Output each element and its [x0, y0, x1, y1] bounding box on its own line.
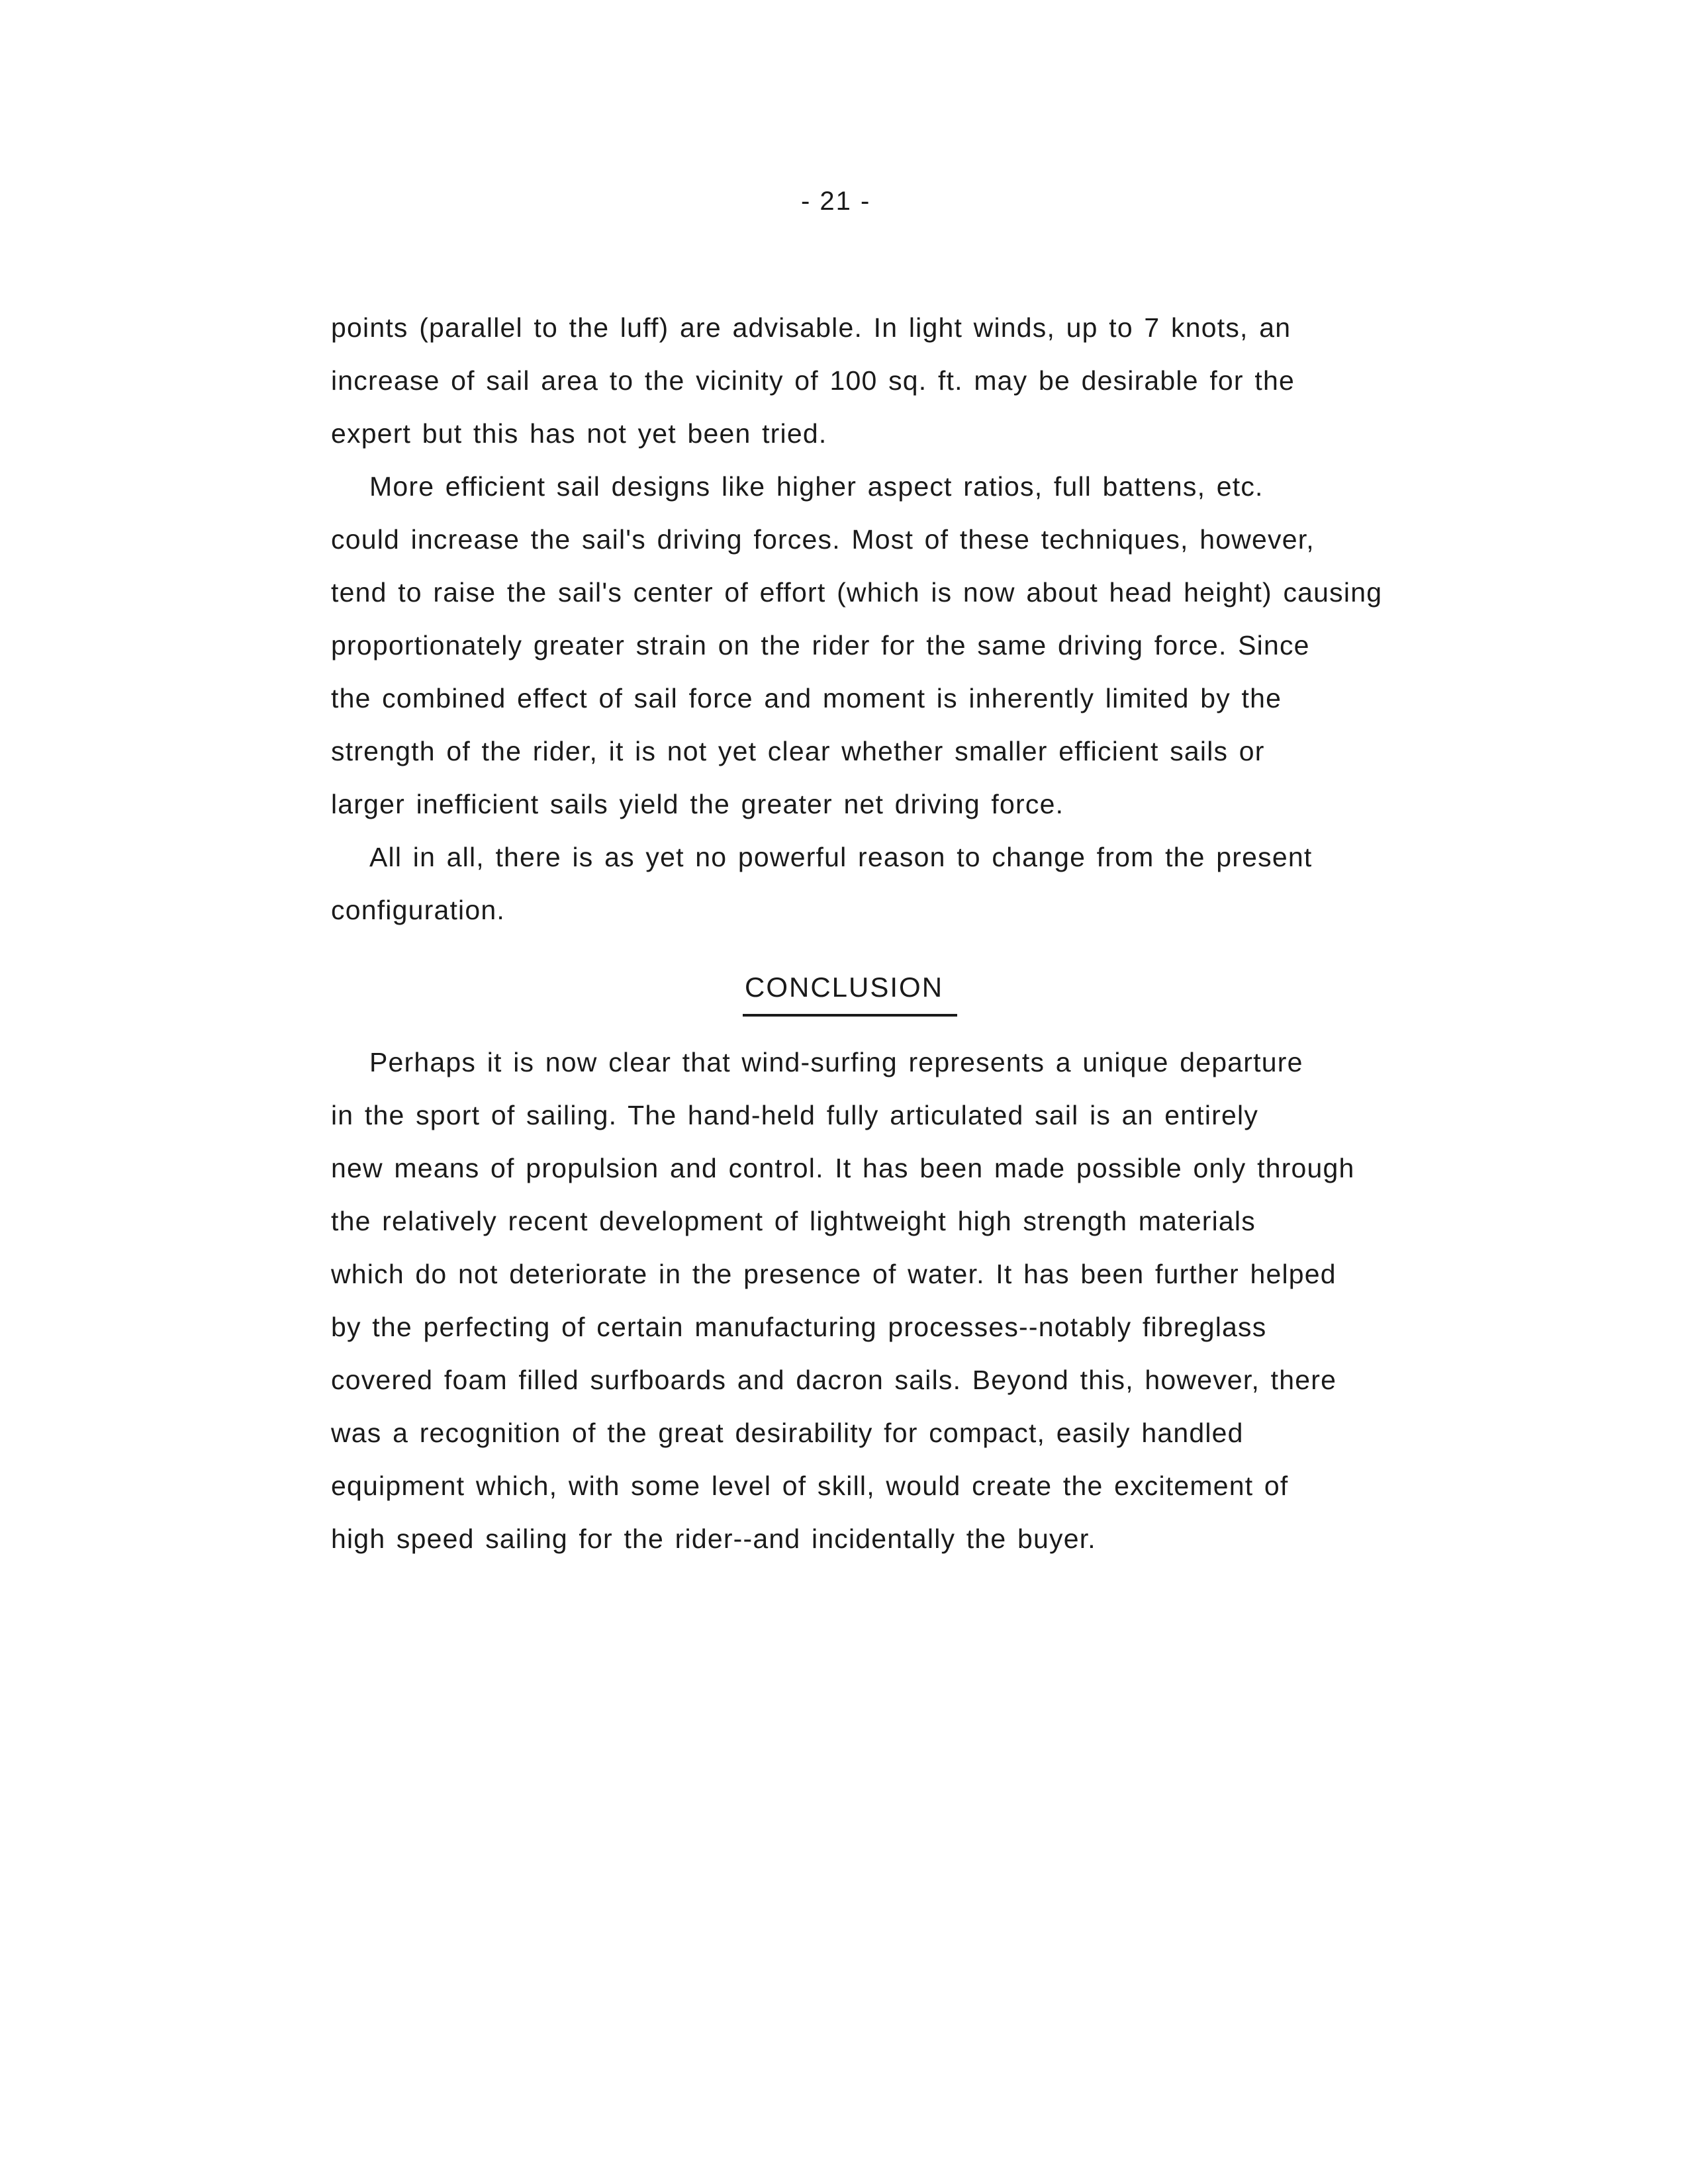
text-line: configuration. [331, 895, 505, 925]
text-line: expert but this has not yet been tried. [331, 418, 827, 449]
text-line: new means of propulsion and control. It has been made possible only through [331, 1153, 1355, 1183]
text-line: proportionately greater strain on the rider for the same driving force. Since [331, 630, 1310, 660]
text-line: strength of the rider, it is not yet clear whether smaller efficient sails or [331, 736, 1265, 766]
text-line: points (parallel to the luff) are advisable. In light winds, up to 7 knots, an [331, 312, 1291, 343]
paragraph-all-in-all [331, 831, 1423, 936]
paragraph-sail-designs [331, 460, 1423, 831]
text-line: larger inefficient sails yield the greater net driving force. [331, 789, 1064, 819]
text-line: Perhaps it is now clear that wind-surfing represents a unique departure [369, 1047, 1303, 1077]
text-line: by the perfecting of certain manufacturing processes--notably fibreglass [331, 1312, 1267, 1342]
text-line: was a recognition of the great desirability for compact, easily handled [331, 1418, 1244, 1448]
text-line: high speed sailing for the rider--and incidentally the buyer. [331, 1524, 1096, 1554]
paragraph-sail-area [331, 301, 1423, 460]
text-line: increase of sail area to the vicinity of 100 sq. ft. may be desirable for the [331, 365, 1295, 396]
page-number: - 21 - [801, 187, 871, 216]
text-line: the relatively recent development of lightweight high strength materials [331, 1206, 1256, 1236]
text-line: tend to raise the sail's center of effort (which is now about head height) causing [331, 577, 1383, 608]
conclusion-text [331, 1036, 1423, 1565]
body-text [331, 301, 1423, 936]
paragraph-conclusion [331, 1036, 1423, 1565]
text-line: which do not deteriorate in the presence of water. It has been further helped [331, 1259, 1336, 1289]
text-line: covered foam filled surfboards and dacron sails. Beyond this, however, there [331, 1365, 1337, 1395]
text-line: equipment which, with some level of skill, would create the excitement of [331, 1471, 1289, 1501]
text-line: More efficient sail designs like higher aspect ratios, full battens, etc. [369, 471, 1264, 502]
text-line: All in all, there is as yet no powerful reason to change from the present [369, 842, 1313, 872]
text-line: could increase the sail's driving forces. Most of these techniques, however, [331, 524, 1315, 555]
heading-underline [743, 1014, 957, 1017]
text-line: the combined effect of sail force and moment is inherently limited by the [331, 683, 1282, 713]
conclusion-heading: CONCLUSION [745, 972, 944, 1003]
text-line: in the sport of sailing. The hand-held fully articulated sail is an entirely [331, 1100, 1259, 1130]
